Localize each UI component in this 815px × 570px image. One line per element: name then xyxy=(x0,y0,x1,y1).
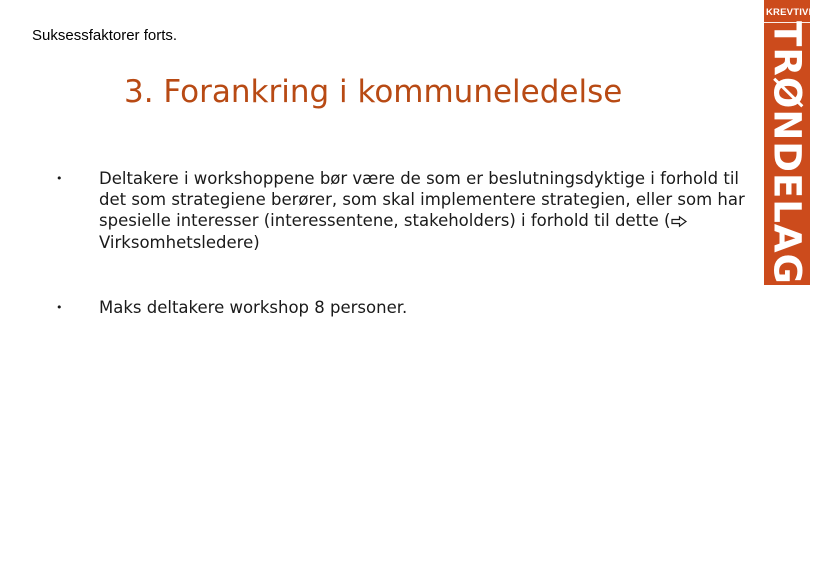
bullet-item-participants xyxy=(56,168,746,253)
bullet-list xyxy=(56,168,746,318)
arrow-right-outline-icon xyxy=(671,211,687,232)
bullet-marker: • xyxy=(56,301,63,314)
bullet-item-max-participants xyxy=(56,297,746,318)
bullet-text: Deltakere i workshoppene bør være de som er beslutningsdyktige i forhold til det som strategiene berører, som skal implementere strategien, eller som har spesielle interesser (interessentene, stakeholders) i forhold til dette ( xyxy=(99,169,745,230)
logo-tagline: KREVTIVE xyxy=(766,7,815,18)
bullet-text-continued: Virksomhetsledere) xyxy=(99,233,260,252)
slide-supertitle: Suksessfaktorer forts. xyxy=(32,27,178,44)
logo-wordmark: TRØNDELAG xyxy=(765,21,809,285)
slide-title: 3. Forankring i kommuneledelse xyxy=(124,74,623,110)
bullet-marker: • xyxy=(56,172,63,185)
bullet-text: Maks deltakere workshop 8 personer. xyxy=(99,298,408,317)
logo-banner xyxy=(764,0,815,285)
